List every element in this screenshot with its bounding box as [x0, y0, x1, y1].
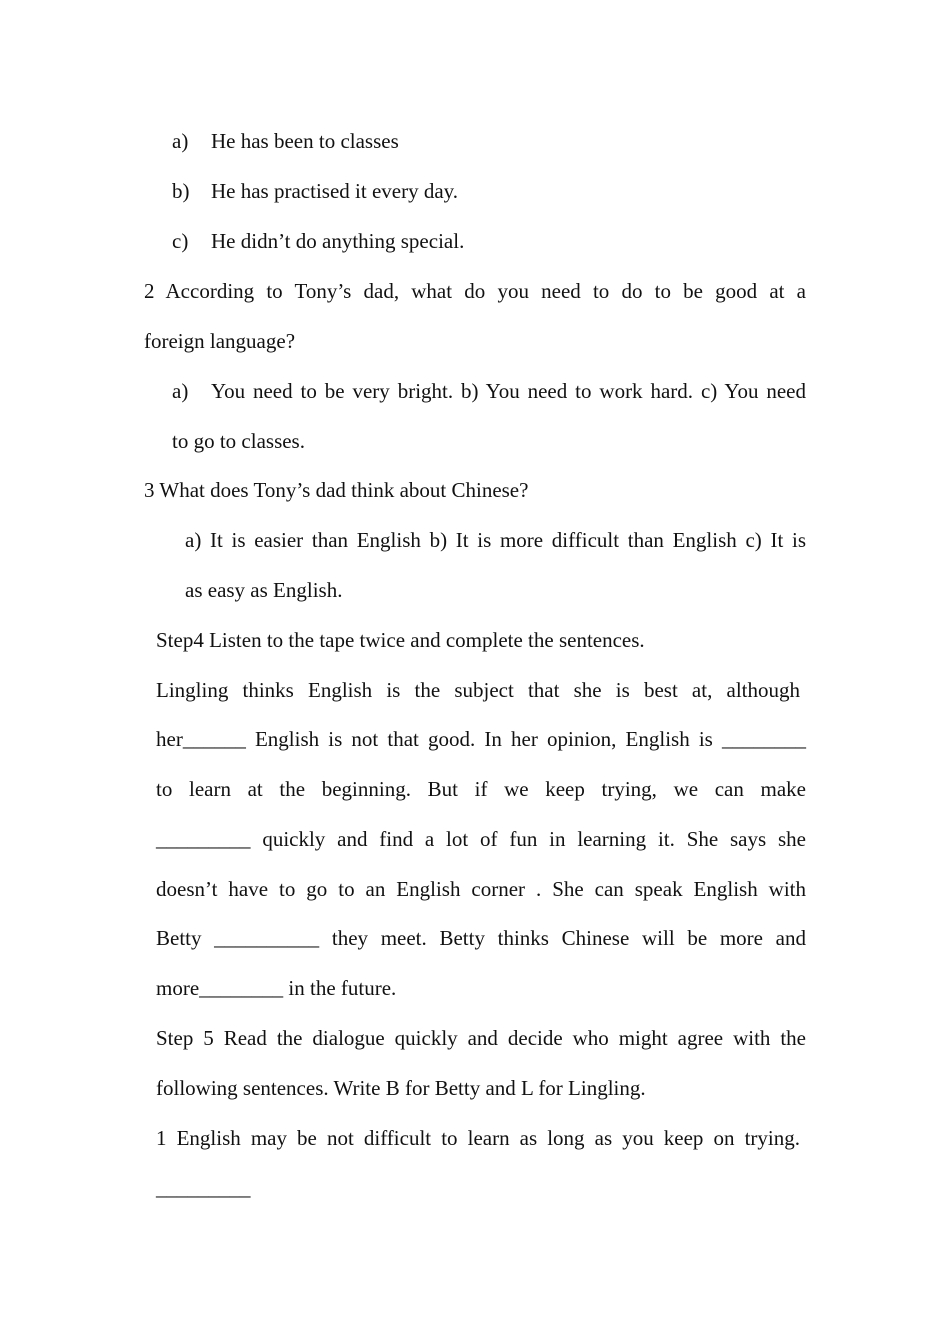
step-4-line: Betty __________ they meet. Betty thinks Chinese will be more and — [156, 926, 806, 950]
step-4-line: more________ in the future. — [156, 976, 397, 1000]
question-3-options-line-1: a) It is easier than English b) It is more difficult than English c) It is — [185, 528, 806, 552]
option-b-letter: b) — [172, 179, 190, 203]
step-4-heading: Step4 Listen to the tape twice and complete the sentences. — [156, 628, 645, 652]
question-2-options-line-2: to go to classes. — [172, 429, 305, 453]
question-3-options-line-2: as easy as English. — [185, 578, 343, 602]
question-2-line-1: 2 According to Tony’s dad, what do you need to do to be good at a — [144, 279, 806, 303]
step-4-line: to learn at the beginning. But if we keep trying, we can make — [156, 777, 806, 801]
question-3-line-1: 3 What does Tony’s dad think about Chinese? — [144, 478, 529, 502]
option-a-text: He has been to classes — [211, 129, 399, 153]
step-5-heading-line-1: Step 5 Read the dialogue quickly and decide who might agree with the — [156, 1026, 806, 1050]
option-a-letter: a) — [172, 129, 189, 153]
step-5-heading-line-2: following sentences. Write B for Betty and L for Lingling. — [156, 1076, 646, 1100]
question-2-line-2: foreign language? — [144, 329, 296, 353]
step-4-line: Lingling thinks English is the subject that she is best at, although — [156, 678, 800, 702]
step-4-line: doesn’t have to go to an English corner . She can speak English with — [156, 877, 806, 901]
step-4-line: her______ English is not that good. In her opinion, English is ________ — [156, 727, 806, 751]
step-4-line: _________ quickly and find a lot of fun in learning it. She says she — [156, 827, 806, 851]
step-5-item-1: 1 English may be not difficult to learn as long as you keep on trying. — [156, 1126, 800, 1150]
question-2-options-line-1: You need to be very bright. b) You need to work hard. c) You need — [211, 379, 806, 403]
option-c-text: He didn’t do anything special. — [211, 229, 465, 253]
question-2-option-letter: a) — [172, 379, 189, 403]
option-c-letter: c) — [172, 229, 189, 253]
option-b-text: He has practised it every day. — [211, 179, 459, 203]
step-5-item-1-blank: _________ — [156, 1176, 251, 1200]
